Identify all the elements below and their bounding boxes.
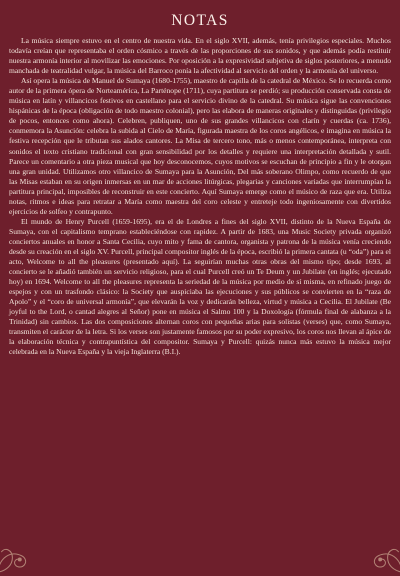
corner-flourish-icon	[360, 530, 400, 576]
paragraph-purcell: El mundo de Henry Purcell (1659-1695), era el de Londres a fines del siglo XVII, distinto de la Nueva España de Sumaya, con el capitalismo temprano estableciéndose con rapidez. A partir de 1683, una Music Society privada organizó conciertos anuales en honor a Santa Cecilia, cuyo mito y fama de cantora, organista y patrona de la música venía creciendo desde su creación en el siglo XV. Purcell, principal compositor inglés de la época, escribió la primera cantata (u “oda”) para el acto, Welcome to all the pleasures (presentado aquí). La seguirían muchas otras obras del mismo tipo; desde 1693, al concierto se le añadió también un servicio religioso, para el cual Purcell creó un Te Deum y un Jubilate (en inglés; ejecutado hoy) en 1694. Welcome to all the pleasures representa la seriedad de la música por medio de sí misma, en refinado juego de espejos y con un trasfondo clásico: la Society que auspiciaba las ejecuciones y sus públicos se convierten en la “raza de Apolo” y el “coro de universal armonía”, que elevarán la voz y dedicarán belleza, virtud y música a Cecilia. El Jubilate (Be joyful to the Lord, o cantad alegres al Señor) pone en música el Salmo 100 y la Doxología (fórmula final de alabanza a la Trinidad) sin cambios. Las dos composiciones alternan coros con pequeñas arias para solistas (verses) que, como Sumaya, transmiten el carácter de la letra. Si los verses son justamente famosos por su poder expresivo, los coros nos llevan al ápice de la elaboración técnica y contrapuntística del compositor. Sumaya y Purcell: quizás nunca más estuvo la música mejor celebrada en la Nueva España y la vieja Inglaterra (B.I.).	[9, 216, 391, 357]
corner-flourish-icon	[0, 530, 40, 576]
page-title: NOTAS	[171, 12, 229, 29]
paragraph-sumaya: Así opera la música de Manuel de Sumaya (1680-1755), maestro de capilla de la catedral de México. Se lo recuerda como autor de la primera ópera de Norteamérica, La Parténope (1711), cuya partitura se perdió; su producción conservada consta de música en latín y villancicos festivos en castellano para el servicio divino de la catedral. Su música sigue las convenciones hispánicas de la época (obligación de todo maestro colonial), pero las elabora de maneras originales y distinguidas (privilegio de pocos, entonces como ahora). Celebren, publiquen, uno de sus grandes villancicos con clarín y cuerdas (ca. 1736), conmemora la Asunción: celebra la subida al Cielo de María, figurada maestra de los coros angélicos, e imagina en música la festiva recepción que le tributan sus alados cantores. La Misa de tercero tono, más o menos contemporánea, interpreta con sonidos el texto cristiano tradicional con gran sensibilidad por los detalles y requiere una interpretación detallada y sutil. Parece un comentario a otra pieza musical que hoy desconocemos, cuyos motivos se escuchan de principio a fin y le otorgan una gran unidad. Utilizamos otro villancico de Sumaya para la Asunción, Del más soberano Olimpo, como recuerdo de que las Misas estaban en su origen inmersas en un mar de acciones litúrgicas, plegarias y canciones variadas que interrumpían la partitura principal, imposibles de reconstruir en este concierto. Aquí Sumaya emerge como el músico de raza que era. Utiliza notas, ritmos e ideas para retratar a María como maestra del coro celeste y entretejе todo ingeniosamente con divertidos ejercicios de solfeo y contrapunto.	[9, 76, 391, 216]
paragraph-intro: La música siempre estuvo en el centro de nuestra vida. En el siglo XVII, además, tenía privilegios especiales. Muchos todavía creían que representaba el orden cósmico a través de las proporciones de sus sonidos, y que además podía restituir nuestra armonía interior al movilizar las emociones. Por oposición a la expresividad subjetiva de siglos posteriores, a menudo manchada de teatralidad vulgar, la música del Barroco ponía la afectividad al servicio del orden y la armonía del universo.	[9, 36, 391, 76]
